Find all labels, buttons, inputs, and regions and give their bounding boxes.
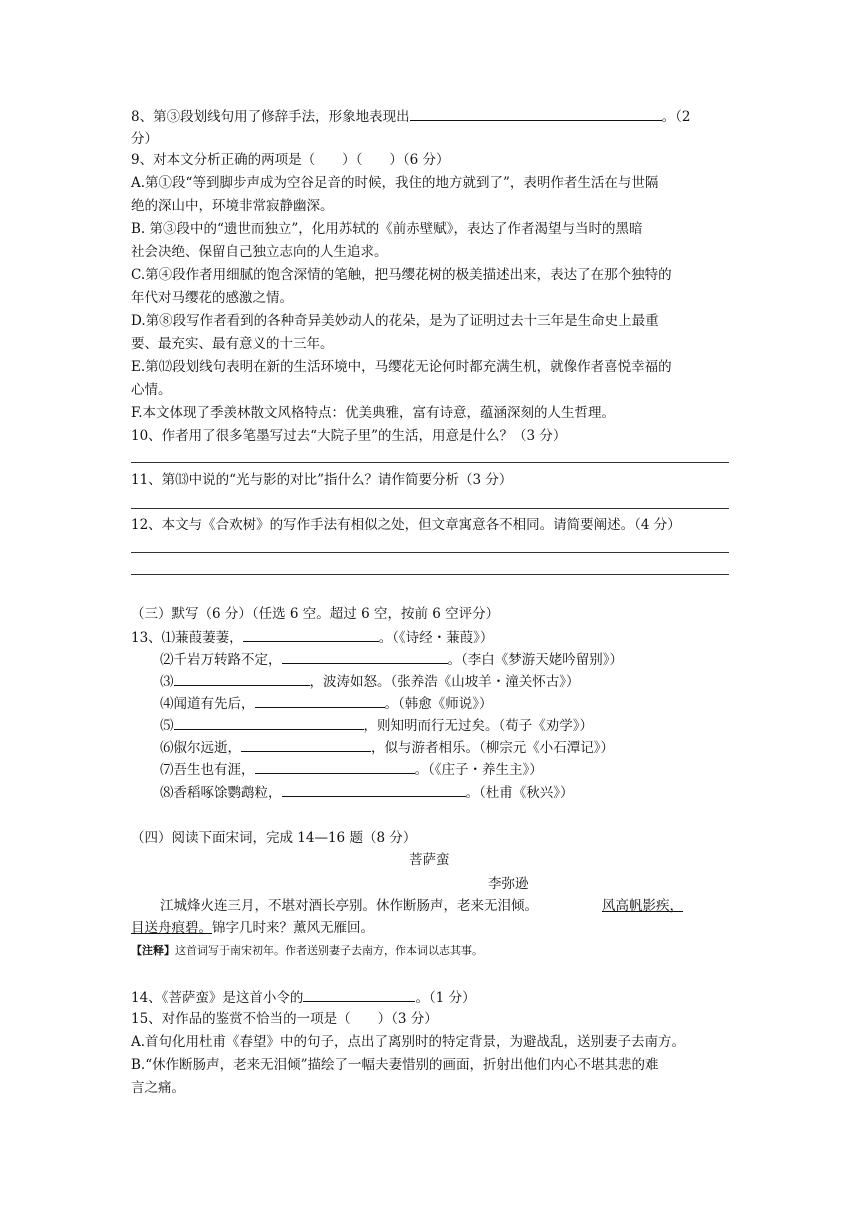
q8-cont: 分） bbox=[131, 131, 158, 147]
poem-title: 菩萨蛮 bbox=[409, 852, 450, 868]
q13-item-8-blank[interactable] bbox=[282, 782, 466, 797]
q11-stem: 11、第⒀中说的“光与影的对比”指什么？请作简要分析（3 分） bbox=[131, 472, 513, 488]
q13-item-4-prompt: ⑷闻道有先后， bbox=[160, 696, 255, 712]
q9-option-d-cont: 要、最充实、最有意义的十三年。 bbox=[131, 336, 334, 352]
q13-item-3-source: ，波涛如怒。（张养浩《山坡羊・潼关怀古》） bbox=[309, 674, 580, 690]
q14-score: 。（1 分） bbox=[415, 990, 476, 1006]
q9-option-a-cont: 绝的深山中，环境非常寂静幽深。 bbox=[131, 198, 334, 214]
q13-item-3-prompt: ⑶ bbox=[160, 674, 174, 690]
poem-text-1: 江城烽火连三月，不堪对酒长亭别。休作断肠声，老来无泪倾。 bbox=[160, 898, 538, 914]
q13-item-6-blank[interactable] bbox=[241, 737, 371, 752]
q8-answer-blank[interactable] bbox=[410, 106, 662, 121]
poem-line-1 bbox=[160, 896, 683, 916]
q13-item-6 bbox=[160, 737, 614, 758]
q13-item-8-source: 。（杜甫《秋兴》） bbox=[465, 785, 574, 801]
q13-item-7-source: 。（《庄子・养生主》） bbox=[414, 762, 543, 778]
q9-option-b: B. 第③段中的“遗世而独立”，化用苏轼的《前赤壁赋》，表达了作者渴望与当时的黑暗 bbox=[131, 221, 643, 237]
q13-item-3-blank[interactable] bbox=[174, 671, 310, 686]
q9-option-e-cont: 心情。 bbox=[131, 382, 172, 398]
q14-line bbox=[131, 987, 476, 1008]
q13-item-6-prompt: ⑹俶尔远逝， bbox=[160, 740, 241, 756]
q9-option-f: F.本文体现了季羡林散文风格特点：优美典雅，富有诗意，蕴涵深刻的人生哲理。 bbox=[131, 405, 616, 421]
q11-answer-line[interactable] bbox=[131, 508, 729, 509]
q13-item-1 bbox=[131, 627, 493, 648]
q15-stem: 15、对作品的鉴赏不恰当的一项是（ ）（3 分） bbox=[131, 1011, 438, 1027]
q15-option-b: B.“休作断肠声，老来无泪倾”描绘了一幅夫妻惜别的画面，折射出他们内心不堪其悲的难 bbox=[131, 1057, 659, 1073]
q13-item-4-blank[interactable] bbox=[255, 693, 385, 708]
q8-line bbox=[131, 106, 690, 127]
q9-option-e: E.第⑿段划线句表明在新的生活环境中，马缨花无论何时都充满生机，就像作者喜悦幸福的 bbox=[131, 359, 672, 375]
poem-line-2 bbox=[131, 918, 374, 938]
q14-text: 14、《菩萨蛮》是这首小令的 bbox=[131, 990, 304, 1006]
q13-item-1-blank[interactable] bbox=[243, 627, 379, 642]
q13-item-2-source: 。（李白《梦游天姥吟留别》） bbox=[447, 652, 623, 668]
q13-item-1-prompt: 13、⑴蒹葭萋萋， bbox=[131, 630, 243, 646]
q9-option-b-cont: 社会决绝、保留自己独立志向的人生追求。 bbox=[131, 244, 388, 260]
note-label: 【注释】 bbox=[131, 944, 175, 957]
q9-option-c: C.第④段作者用细腻的饱含深情的笔触，把马缨花树的极美描述出来，表达了在那个独特的 bbox=[131, 267, 672, 283]
q13-item-5-blank[interactable] bbox=[174, 715, 364, 730]
q13-item-5-prompt: ⑸ bbox=[160, 718, 174, 734]
q10-stem: 10、作者用了很多笔墨写过去“大院子里”的生活，用意是什么？（3 分） bbox=[131, 428, 567, 444]
q15-option-a: A.首句化用杜甫《春望》中的句子，点出了离别时的特定背景，为避战乱，送别妻子去南方。 bbox=[131, 1034, 686, 1050]
q13-item-5-source: ，则知明而行无过矣。（荀子《劝学》） bbox=[363, 718, 593, 734]
section3-title: （三）默写（6 分）（任选 6 空。超过 6 空，按前 6 空评分） bbox=[131, 606, 500, 622]
q13-item-2-prompt: ⑵千岩万转路不定， bbox=[160, 652, 282, 668]
q13-item-4 bbox=[160, 693, 493, 714]
q13-item-6-source: ，似与游者相乐。（柳宗元《小石潭记》） bbox=[371, 740, 614, 756]
poem-text-2: 锦字几时来？薰风无雁回。 bbox=[212, 920, 374, 936]
q13-item-5 bbox=[160, 715, 593, 736]
q13-item-7 bbox=[160, 759, 543, 780]
q12-answer-line-1[interactable] bbox=[131, 552, 729, 553]
q15-option-b-cont: 言之痛。 bbox=[131, 1080, 185, 1096]
q13-item-7-blank[interactable] bbox=[255, 759, 415, 774]
poem-underlined-1: 风高帆影疾， bbox=[602, 898, 683, 914]
q13-item-8 bbox=[160, 782, 574, 803]
section4-title: （四）阅读下面宋词，完成 14—16 题（8 分） bbox=[131, 830, 417, 846]
q13-item-2-blank[interactable] bbox=[282, 649, 448, 664]
q8-score: 。（2 bbox=[661, 109, 691, 125]
q13-item-1-source: 。（《诗经・蒹葭》） bbox=[378, 630, 494, 646]
q9-option-c-cont: 年代对马缨花的感激之情。 bbox=[131, 290, 293, 306]
poem-underlined-2: 目送舟痕碧。 bbox=[131, 920, 212, 936]
q8-text: 8、第③段划线句用了修辞手法，形象地表现出 bbox=[131, 109, 410, 125]
q13-item-8-prompt: ⑻香稻啄馀鹦鹉粒， bbox=[160, 785, 282, 801]
q12-stem: 12、本文与《合欢树》的写作手法有相似之处，但文章寓意各不相同。请简要阐述。（4 分） bbox=[131, 517, 681, 533]
poem-author: 李弥逊 bbox=[488, 876, 529, 892]
q14-answer-blank[interactable] bbox=[303, 987, 415, 1002]
q13-item-4-source: 。（韩愈《师说》） bbox=[384, 696, 493, 712]
q12-answer-line-2[interactable] bbox=[131, 574, 729, 575]
q13-item-2 bbox=[160, 649, 623, 670]
note-text: 这首词写于南宋初年。作者送别妻子去南方，作本词以志其事。 bbox=[175, 944, 483, 957]
q9-option-a: A.第①段“等到脚步声成为空谷足音的时候，我住的地方就到了”，表明作者生活在与世隔 bbox=[131, 175, 659, 191]
q10-answer-line[interactable] bbox=[131, 462, 729, 463]
poem-note bbox=[131, 941, 483, 961]
q9-stem: 9、对本文分析正确的两项是（ ）（ ）（6 分） bbox=[131, 152, 450, 168]
q9-option-d: D.第⑧段写作者看到的各种奇异美妙动人的花朵，是为了证明过去十三年是生命史上最重 bbox=[131, 313, 659, 329]
q13-item-3 bbox=[160, 671, 580, 692]
q13-item-7-prompt: ⑺吾生也有涯， bbox=[160, 762, 255, 778]
